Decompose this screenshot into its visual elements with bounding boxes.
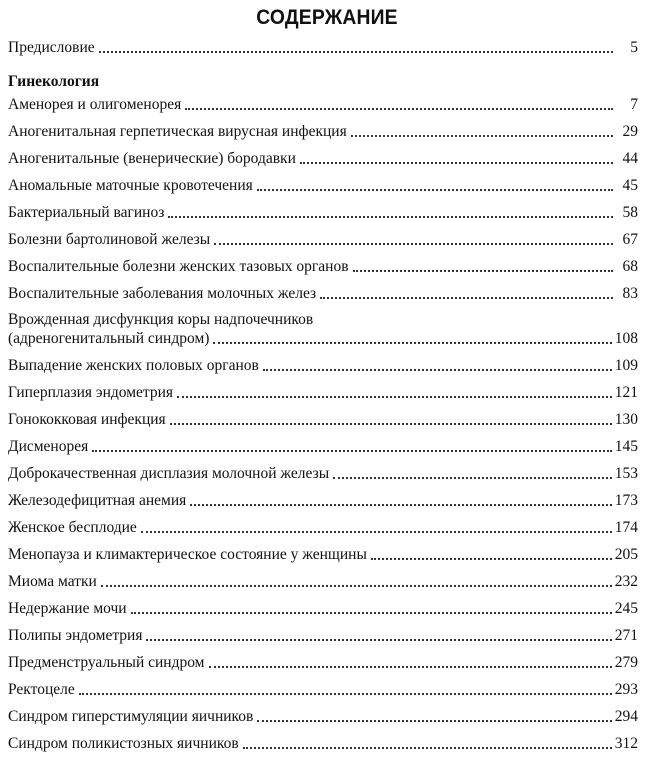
dot-leader bbox=[92, 450, 612, 452]
toc-entry-page: 29 bbox=[622, 123, 638, 140]
toc-entry[interactable] bbox=[8, 464, 638, 484]
toc-entry-label: Аменорея и олигоменорея bbox=[8, 96, 182, 113]
toc-entry-label: Болезни бартолиновой железы bbox=[8, 231, 211, 248]
dot-leader bbox=[170, 423, 612, 425]
dot-leader bbox=[371, 558, 612, 560]
toc-entry-page: 312 bbox=[614, 735, 638, 752]
dot-leader bbox=[101, 585, 612, 587]
toc-entry-label: Выпадение женских половых органов bbox=[8, 357, 259, 374]
dot-leader bbox=[213, 342, 611, 344]
toc-entry-page: 130 bbox=[614, 411, 638, 428]
dot-leader bbox=[320, 297, 613, 299]
dot-leader bbox=[243, 747, 612, 749]
dot-leader bbox=[141, 531, 612, 533]
toc-entry-label: Аномальные маточные кровотечения bbox=[8, 177, 253, 194]
toc-entry[interactable] bbox=[8, 437, 638, 457]
dot-leader bbox=[146, 639, 611, 641]
dot-leader bbox=[209, 666, 612, 668]
dot-leader bbox=[263, 369, 612, 371]
toc-entry-page: 121 bbox=[614, 384, 638, 401]
toc-entry-label: Гиперплазия эндометрия bbox=[8, 384, 174, 401]
toc-entry-page: 108 bbox=[614, 330, 638, 347]
toc-entry-page: 109 bbox=[614, 357, 638, 374]
toc-entry[interactable] bbox=[8, 653, 638, 673]
page-title: СОДЕРЖАНИЕ bbox=[256, 6, 398, 29]
toc-entry-label: Воспалительные болезни женских тазовых органов bbox=[8, 258, 349, 275]
toc-entry-page: 7 bbox=[630, 96, 638, 113]
toc-entry-page: 271 bbox=[614, 627, 638, 644]
toc-entry[interactable] bbox=[8, 176, 638, 196]
toc-entry[interactable] bbox=[8, 383, 638, 403]
toc-entry-label: Аногенитальная герпетическая вирусная инфекция bbox=[8, 123, 347, 140]
dot-leader bbox=[131, 612, 612, 614]
dot-leader bbox=[214, 243, 613, 245]
table-of-contents bbox=[8, 38, 638, 761]
toc-entry[interactable] bbox=[8, 95, 638, 115]
toc-entry-label: Ректоцеле bbox=[8, 681, 75, 698]
toc-entry-page: 173 bbox=[614, 492, 638, 509]
toc-entry-page: 44 bbox=[622, 150, 638, 167]
dot-leader bbox=[177, 396, 612, 398]
toc-entry[interactable] bbox=[8, 599, 638, 619]
toc-entry[interactable] bbox=[8, 122, 638, 142]
toc-entry-label: Железодефицитная анемия bbox=[8, 492, 187, 509]
toc-entry-label: Аногенитальные (венерические) бородавки bbox=[8, 150, 296, 167]
section-heading: Гинекология bbox=[8, 73, 100, 90]
toc-entry[interactable] bbox=[8, 284, 638, 304]
toc-entry-label: Женское бесплодие bbox=[8, 519, 137, 536]
toc-entry[interactable] bbox=[8, 356, 638, 376]
toc-entry-label: Воспалительные заболевания молочных желез bbox=[8, 285, 317, 302]
toc-entry-page: 294 bbox=[614, 708, 638, 725]
toc-entry[interactable] bbox=[8, 203, 638, 223]
toc-entry[interactable] bbox=[8, 518, 638, 538]
toc-entry[interactable] bbox=[8, 734, 638, 754]
toc-entry-page: 279 bbox=[614, 654, 638, 671]
toc-entry-page: 58 bbox=[622, 204, 638, 221]
toc-entry-page: 145 bbox=[614, 438, 638, 455]
toc-group-2 bbox=[8, 356, 638, 754]
toc-entry-page: 68 bbox=[622, 258, 638, 275]
toc-entry-page: 232 bbox=[614, 573, 638, 590]
toc-entry[interactable] bbox=[8, 491, 638, 511]
toc-entry-page: 174 bbox=[614, 519, 638, 536]
toc-entry-label: Доброкачественная дисплазия молочной железы bbox=[8, 465, 330, 482]
toc-entry-page: 293 bbox=[614, 681, 638, 698]
toc-entry-label: Предменструальный синдром bbox=[8, 654, 205, 671]
toc-entry-label: Менопауза и климактерическое состояние у женщины bbox=[8, 546, 367, 563]
toc-entry-page: 5 bbox=[630, 39, 638, 56]
toc-entry-label-line1: Врожденная дисфункция коры надпочечников bbox=[8, 311, 314, 328]
dot-leader bbox=[300, 162, 613, 164]
toc-entry-two-line[interactable] bbox=[8, 311, 638, 349]
toc-entry-page: 67 bbox=[622, 231, 638, 248]
toc-entry-label: Предисловие bbox=[8, 39, 95, 56]
toc-entry-label: Миома матки bbox=[8, 573, 97, 590]
toc-entry[interactable] bbox=[8, 626, 638, 646]
toc-entry-label: Гонококковая инфекция bbox=[8, 411, 166, 428]
toc-entry-preface[interactable] bbox=[8, 38, 638, 58]
toc-entry-label: Синдром гиперстимуляции яичников bbox=[8, 708, 254, 725]
toc-entry-page: 83 bbox=[622, 285, 638, 302]
toc-entry-label: Синдром поликистозных яичников bbox=[8, 735, 239, 752]
dot-leader bbox=[257, 720, 611, 722]
dot-leader bbox=[351, 135, 613, 137]
toc-entry-label: Дисменорея bbox=[8, 438, 89, 455]
toc-group-1 bbox=[8, 95, 638, 304]
dot-leader bbox=[333, 477, 612, 479]
toc-entry[interactable] bbox=[8, 410, 638, 430]
dot-leader bbox=[79, 693, 612, 695]
toc-entry-label: Недержание мочи bbox=[8, 600, 127, 617]
toc-entry[interactable] bbox=[8, 707, 638, 727]
toc-entry-page: 205 bbox=[614, 546, 638, 563]
toc-entry[interactable] bbox=[8, 545, 638, 565]
dot-leader bbox=[99, 51, 613, 53]
toc-entry-page: 45 bbox=[622, 177, 638, 194]
toc-entry[interactable] bbox=[8, 257, 638, 277]
toc-entry-page: 245 bbox=[614, 600, 638, 617]
dot-leader bbox=[353, 270, 613, 272]
toc-entry[interactable] bbox=[8, 149, 638, 169]
toc-entry[interactable] bbox=[8, 230, 638, 250]
dot-leader bbox=[190, 504, 612, 506]
toc-entry-label: Полипы эндометрия bbox=[8, 627, 143, 644]
toc-entry-label-line2: (адреногенитальный синдром) bbox=[8, 330, 210, 347]
toc-entry[interactable] bbox=[8, 680, 638, 700]
dot-leader bbox=[185, 108, 613, 110]
toc-entry[interactable] bbox=[8, 572, 638, 592]
dot-leader bbox=[168, 216, 613, 218]
toc-entry-label: Бактериальный вагиноз bbox=[8, 204, 165, 221]
dot-leader bbox=[257, 189, 613, 191]
toc-entry-page: 153 bbox=[614, 465, 638, 482]
